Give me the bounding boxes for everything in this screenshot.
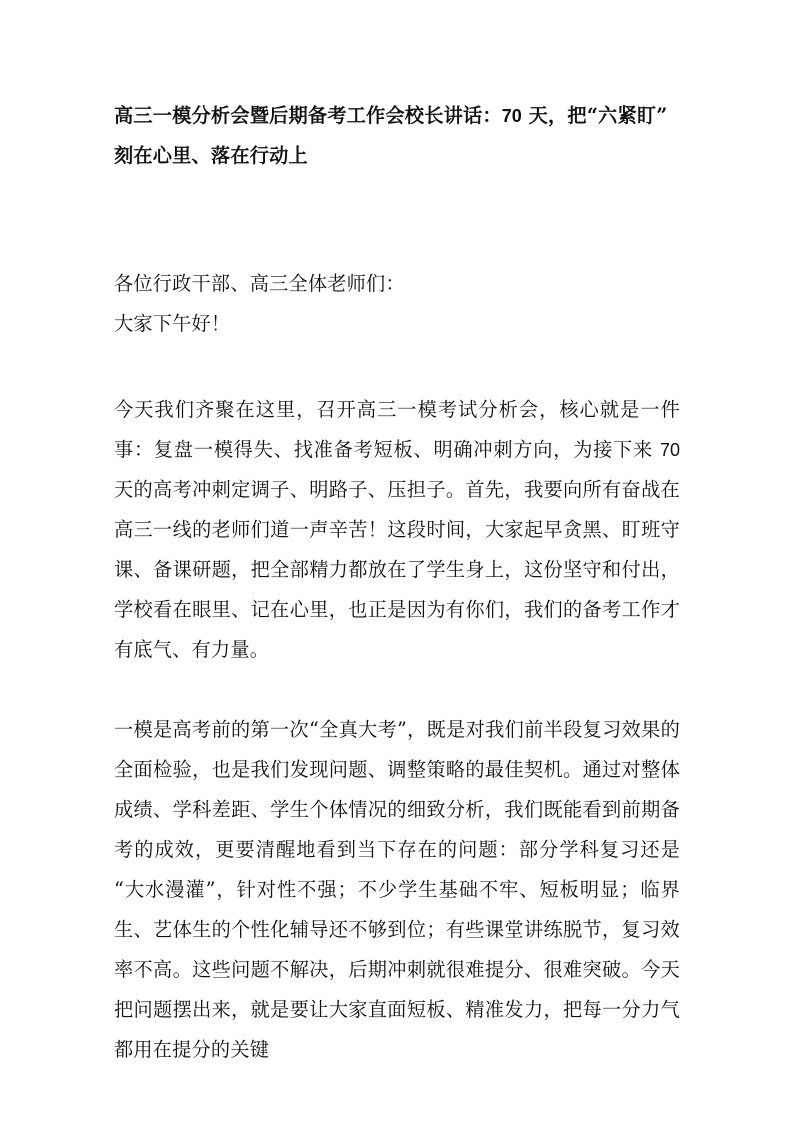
paragraph-1-part2: 天的高考冲刺定调子、明路子、压担子。首先，我要向所有奋战在高三一线的老师们道一声辛苦！这段时间，大家起早贪黑、盯班守课、备课研题，把全部精力都放在了学生身上，这份坚守和付出，学校看在眼里、记在心里，也正是因为有你们，我们的备考工作才有底气、有力量。 — [114, 478, 680, 661]
paragraph-1-day-count: 70 — [659, 440, 680, 460]
greeting-line: 大家下午好！ — [114, 312, 231, 335]
title-day-count: 70 — [501, 106, 522, 126]
paragraph-1-part1: 今天我们齐聚在这里，召开高三一模考试分析会，核心就是一件事：复盘一模得失、找准备考短板、明确冲刺方向，为接下来 — [114, 398, 680, 461]
salutation-line: 各位行政干部、高三全体老师们： — [114, 272, 405, 295]
body-paragraph-1 — [114, 390, 680, 670]
page-title — [114, 96, 680, 176]
title-line1-part2: 天，把“六紧盯” — [521, 104, 668, 127]
title-spacer — [114, 176, 680, 264]
document-content — [114, 96, 680, 1070]
paragraph-spacer-1 — [114, 670, 680, 710]
greeting-spacer — [114, 344, 680, 390]
body-paragraph-2: 一模是高考前的第一次“全真大考”，既是对我们前半段复习效果的全面检验，也是我们发现问题、调整策略的最佳契机。通过对整体成绩、学科差距、学生个体情况的细致分析，我们既能看到前期备考的成效，更要清醒地看到当下存在的问题：部分学科复习还是“大水漫灌”，针对性不强；不少学生基础不牢、短板明显；临界生、艺体生的个性化辅导还不够到位；有些课堂讲练脱节，复习效率不高。这些问题不解决，后期冲刺就很难提分、很难突破。今天把问题摆出来，就是要让大家直面短板、精准发力，把每一分力气都用在提分的关键 — [114, 718, 680, 1061]
title-line1-part1: 高三一模分析会暨后期备考工作会校长讲话： — [114, 104, 502, 127]
title-line2: 刻在心里、落在行动上 — [114, 144, 308, 167]
